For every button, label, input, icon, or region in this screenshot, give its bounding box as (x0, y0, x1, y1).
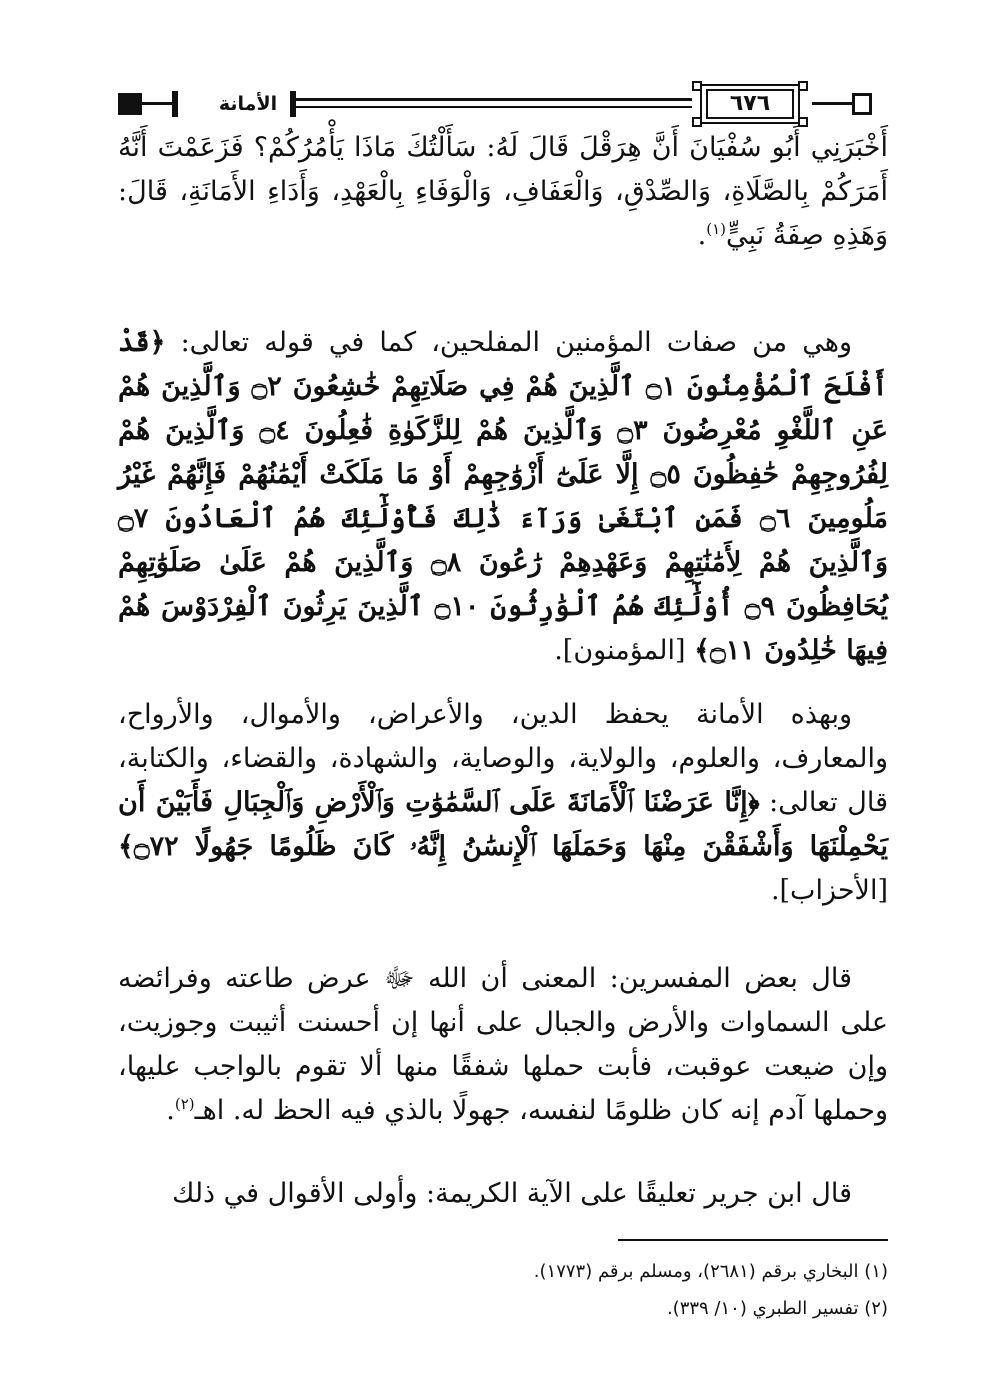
quran-verse: ﴿إِنَّا عَرَضْنَا ٱلْأَمَانَةَ عَلَى ٱلسَّمَٰوَٰتِ وَٱلْأَرْضِ وَٱلْجِبَالِ فَأَبَيْنَ أَن يَحْمِلْنَهَا وَأَشْفَقْنَ مِنْهَا وَحَمَلَهَا ٱلْإِنسَٰنُ إِنَّهُۥ كَانَ ظَلُومًا جَهُولًا ۝٧٢﴾ (118, 787, 888, 862)
footnote-ref-2: (٢) (174, 1095, 195, 1113)
ibn-jarir-text: قال ابن جرير تعليقًا على الآية الكريمة: وأولى الأقوال في ذلك (172, 1178, 852, 1209)
footnote-1: (١) البخاري برقم (٢٦٨١)، ومسلم برقم (١٧٧٣). (533, 1261, 888, 1282)
header-bar (290, 91, 296, 117)
sentence-end: . (166, 1095, 175, 1126)
paragraph-ibn-jarir (118, 1172, 888, 1216)
verse-source: [المؤمنون]. (554, 635, 686, 666)
running-header (118, 86, 888, 122)
paragraph-commentators (118, 957, 888, 1133)
quran-verse: ﴿قَدْ أَفْلَحَ ٱلْمُؤْمِنُونَ ۝١ ٱلَّذِينَ هُمْ فِي صَلَاتِهِمْ خَٰشِعُونَ ۝٢ وَٱلَّذِينَ هُمْ عَنِ ٱللَّغْوِ مُعْرِضُونَ ۝٣ وَٱلَّذِينَ هُمْ لِلزَّكَوٰةِ فَٰعِلُونَ ۝٤ وَٱلَّذِينَ هُمْ لِفُرُوجِهِمْ حَٰفِظُونَ ۝٥ إِلَّا عَلَىٰٓ أَزْوَٰجِهِمْ أَوْ مَا مَلَكَتْ أَيْمَٰنُهُمْ فَإِنَّهُمْ غَيْرُ مَلُومِينَ ۝٦ فَمَنِ ٱبْتَغَىٰ وَرَآءَ ذَٰلِكَ فَأُوْلَٰٓئِكَ هُمُ ٱلْعَادُونَ ۝٧ وَٱلَّذِينَ هُمْ لِأَمَٰنَٰتِهِمْ وَعَهْدِهِمْ رَٰعُونَ ۝٨ وَٱلَّذِينَ هُمْ عَلَىٰ صَلَوَٰتِهِمْ يُحَافِظُونَ ۝٩ أُوْلَٰٓئِكَ هُمُ ٱلْوَٰرِثُونَ ۝١٠ ٱلَّذِينَ يَرِثُونَ ٱلْفِرْدَوْسَ هُمْ فِيهَا خَٰلِدُونَ ۝١١﴾ (118, 327, 889, 666)
header-ornament-left (118, 93, 142, 115)
frame-corner (692, 81, 702, 91)
header-bar (172, 91, 178, 117)
paragraph-believers (118, 321, 888, 673)
intro-text: وهي من صفات المؤمنين المفلحين، كما في قوله تعالى: (180, 327, 853, 358)
paragraph-trust (118, 693, 888, 913)
frame-corner (798, 81, 808, 91)
header-rule (812, 102, 852, 105)
footnote-2: (٢) تفسير الطبري (١٠/ ٣٣٩). (666, 1298, 888, 1319)
intro-text: وبهذه الأمانة يحفظ الدين، والأعراض، والأموال، والأرواح، والمعارف، والعلوم، والولاية، والوصاية، والشهادة، والقضاء، والكتابة، قال تعالى: (118, 699, 888, 818)
hadith-text: أَخْبَرَنِي أَبُو سُفْيَانَ أَنَّ هِرَقْلَ قَالَ لَهُ: سَأَلْتُكَ مَاذَا يَأْمُرُكُمْ؟ فَزَعَمْتَ أَنَّهُ أَمَرَكُمْ بِالصَّلَاةِ، وَالصِّدْقِ، وَالْعَفَافِ، وَالْوَفَاءِ بِالْعَهْدِ، وَأَدَاءِ الأَمَانَةِ، قَالَ: وَهَذِهِ صِفَةُ نَبِيٍّ (118, 132, 888, 251)
page-number: ٦٧٦ (729, 91, 771, 116)
footnote-ref-1: (١) (706, 220, 726, 238)
sentence-end: . (697, 220, 707, 251)
header-rule (296, 106, 692, 108)
running-title: الأمانة (218, 93, 278, 115)
page-number-frame (688, 87, 812, 121)
header-rule (296, 98, 692, 101)
commentary-text: قال بعض المفسرين: المعنى أن الله ﷻ عرض طاعته وفرائضه على السماوات والأرض والجبال على أنها إن أحسنت أثيبت وجوزيت، وإن ضيعت عوقبت، فأبت حملها شفقًا منها ألا تقوم بالواجب عليها، وحملها آدم إنه كان ظلومًا لنفسه، جهولًا بالذي فيه الحظ له. اهـ (118, 963, 888, 1126)
paragraph-hadith (118, 126, 888, 258)
header-rule (142, 102, 172, 105)
verse-source: [الأحزاب]. (770, 875, 888, 906)
footnote-separator (618, 1239, 888, 1241)
header-ornament-right (852, 93, 872, 115)
